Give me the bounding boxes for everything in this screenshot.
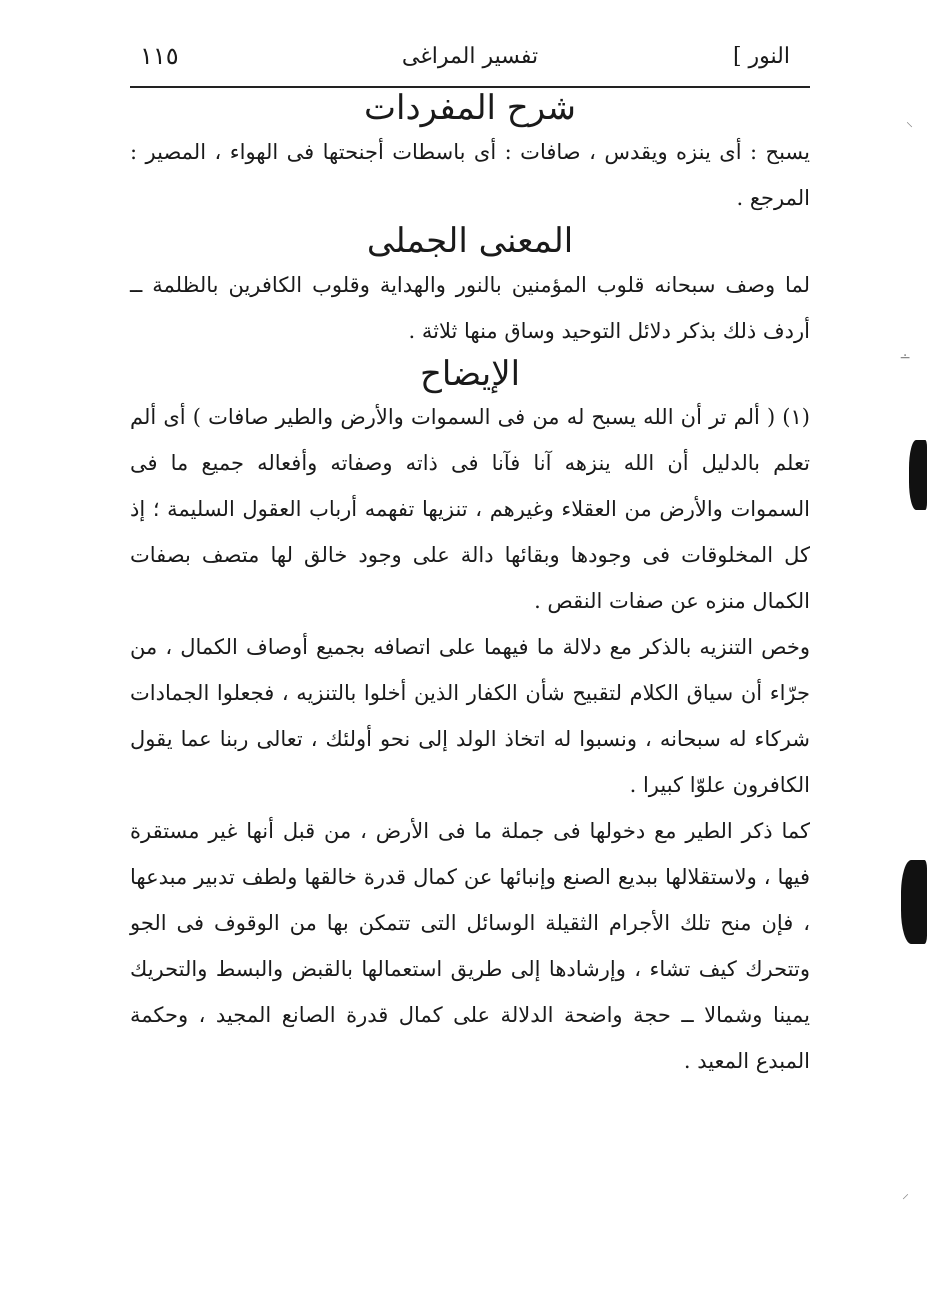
general-meaning-paragraph: لما وصف سبحانه قلوب المؤمنين بالنور والهداية وقلوب الكافرين بالظلمة ــ أردف ذلك بذكر دلائل التوحيد وساق منها ثلاثة . xyxy=(130,272,810,343)
running-head xyxy=(130,30,810,88)
book-title: تفسير المراغى xyxy=(401,44,539,69)
explanation-paragraph-3: كما ذكر الطير مع دخولها فى جملة ما فى الأرض ، من قبل أنها غير مستقرة فيها ، ولاستقلالها ببديع الصنع وإنبائها عن كمال قدرة خالقها ولطف تدبير مبدعها ، فإن منح تلك الأجرام الثقيلة الوسائل التى تتمكن بها من الوقوف فى الجو وتتحرك كيف تشاء ، وإرشادها إلى طريق استعمالها بالقبض والبسط والتحريك يمينا وشمالا ــ حجة واضحة الدلالة على كمال قدرة الصانع المجيد ، وحكمة المبدع المعيد . xyxy=(130,819,810,1074)
heading-general-meaning: المعنى الجملى xyxy=(366,220,574,261)
heading-explanation: الإيضاح xyxy=(419,353,521,394)
page-number: ١١٥ xyxy=(140,42,179,70)
scan-speck: ∸ xyxy=(899,350,911,366)
scan-speck: ⸌ xyxy=(906,120,913,136)
explanation-paragraph-1: (١) ( ألم تر أن الله يسبح له من فى السموات والأرض والطير صافات ) أى ألم تعلم بالدليل أن الله ينزهه آنا فآنا فى ذاته وصفاته وأفعاله جميع ما فى السموات والأرض من العقلاء وغيرهم ، تنزيها تفهمه أرباب العقول السليمة ؛ إذ كل المخلوقات فى وجودها وبقائها دالة على وجود خالق لها متصف بصفات الكمال منزه عن صفات النقص . xyxy=(130,405,810,614)
chapter-name: النور ] xyxy=(732,44,790,69)
heading-vocabulary: شرح المفردات xyxy=(363,88,577,128)
scan-ink-mark xyxy=(909,440,927,510)
scan-ink-mark xyxy=(901,860,927,944)
scan-speck: ⸍ xyxy=(902,1192,909,1208)
explanation-paragraph-2: وخص التنزيه بالذكر مع دلالة ما فيهما على اتصافه بجميع أوصاف الكمال ، من جرّاء أن سياق الكلام لتقبيح شأن الكفار الذين أخلوا بالتنزيه ، فجعلوا الجمادات شركاء له سبحانه ، ونسبوا له اتخاذ الولد إلى نحو أولئك ، تعالى ربنا عما يقول الكافرون علوّا كبيرا . xyxy=(130,635,810,798)
book-page xyxy=(130,30,810,1280)
vocabulary-paragraph: يسبح : أى ينزه ويقدس ، صافات : أى باسطات أجنحتها فى الهواء ، المصير : المرجع . xyxy=(130,139,810,210)
